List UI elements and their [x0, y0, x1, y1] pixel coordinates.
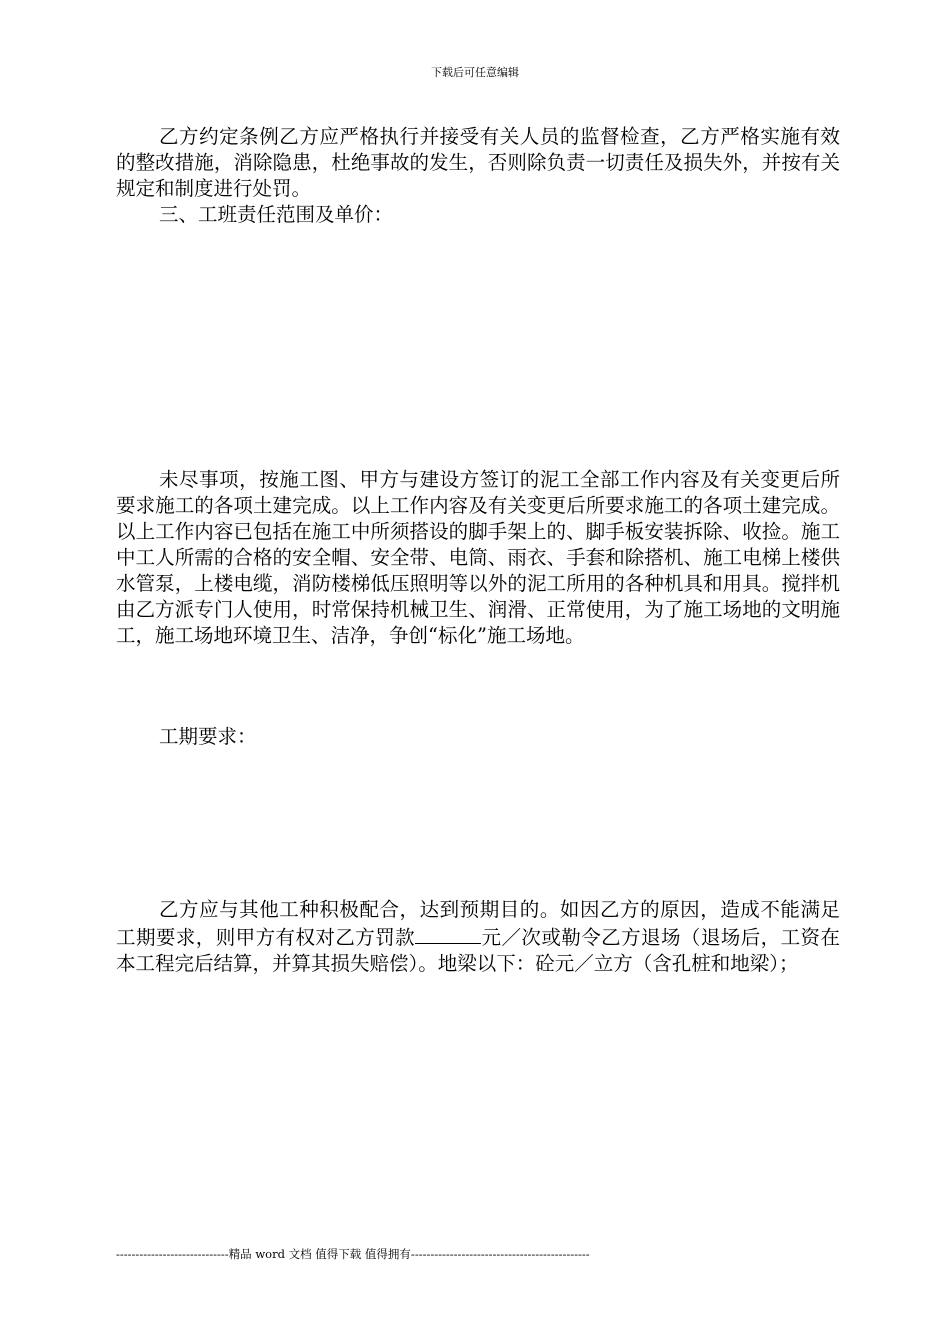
- paragraph-safety-terms: 乙方约定条例乙方应严格执行并接受有关人员的监督检查，乙方严格实施有效的整改措施，消除隐患，杜绝事故的发生，否则除负责一切责任及损失外，并按有关规定和制度进行处罚。: [116, 125, 840, 200]
- penalty-text-after-blank: 元／次或勒令乙方退场（退场后，工资在本工程完后结算，并算其损失赔偿）。地梁以下：砼元／立方（含孔桩和地梁）；: [116, 926, 840, 975]
- section-heading-scope-and-price: 三、工班责任范围及单价：: [159, 203, 394, 226]
- page-footer: -----------------------------精品 word 文档 值得下载 值得拥有----------------------------------------------: [116, 1247, 590, 1261]
- paragraph-schedule-penalty: [116, 897, 840, 977]
- page-header: 下载后可任意编辑: [431, 66, 519, 79]
- penalty-text-before-blank: 乙方应与其他工种积极配合，达到预期目的。如因乙方的原因，造成不能满足工期要求，则甲方有权对乙方罚款: [116, 898, 840, 949]
- paragraph-work-scope: 未尽事项，按施工图、甲方与建设方签订的泥工全部工作内容及有关变更后所要求施工的各项土建完成。以上工作内容及有关变更后所要求施工的各项土建完成。以上工作内容已包括在施工中所须搭设的脚手架上的、脚手板安装拆除、收捡。施工中工人所需的合格的安全帽、安全带、电筒、雨衣、手套和除搭机、施工电梯上楼供水管泵，上楼电缆，消防楼梯低压照明等以外的泥工所用的各种机具和用具。搅拌机由乙方派专门人使用，时常保持机械卫生、润滑、正常使用，为了施工场地的文明施工，施工场地环境卫生、洁净，争创“标化”施工场地。: [116, 468, 840, 647]
- fill-in-blank: [415, 923, 481, 944]
- section-heading-schedule: 工期要求：: [159, 725, 257, 748]
